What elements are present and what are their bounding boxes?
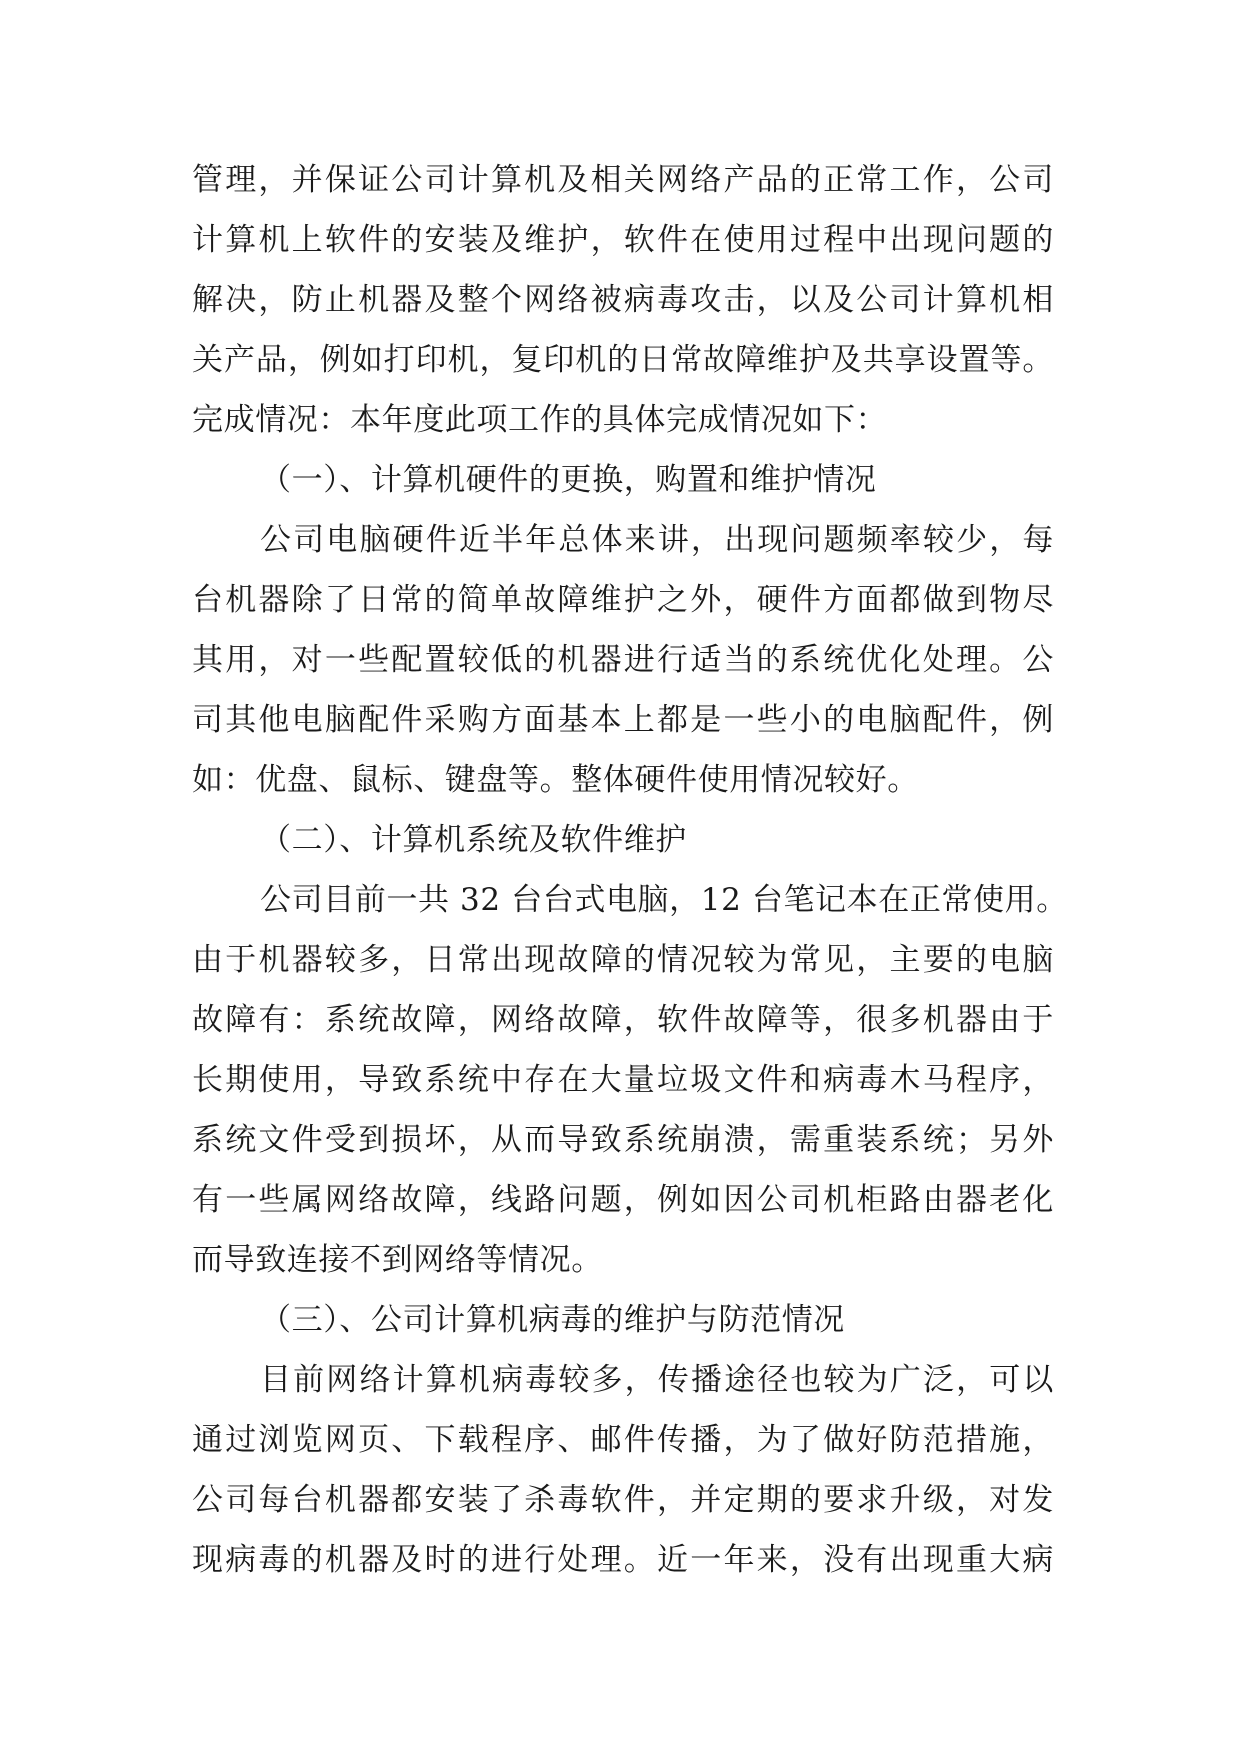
text-line: 完成情况：本年度此项工作的具体完成情况如下： <box>192 402 888 438</box>
text-line: 公司目前一共 32 台台式电脑，12 台笔记本在正常使用。 <box>260 882 1068 918</box>
text-line: 长期使用，导致系统中存在大量垃圾文件和病毒木马程序， <box>192 1062 1054 1098</box>
document-body <box>192 150 1068 1590</box>
text-line: 如：优盘、鼠标、键盘等。整体硬件使用情况较好。 <box>192 762 919 798</box>
text-line: 系统文件受到损坏，从而导致系统崩溃，需重装系统；另外 <box>192 1122 1054 1158</box>
text-line: 公司每台机器都安装了杀毒软件，并定期的要求升级，对发 <box>192 1482 1054 1518</box>
text-line: 通过浏览网页、下载程序、邮件传播，为了做好防范措施， <box>192 1422 1054 1458</box>
text-line: 计算机上软件的安装及维护，软件在使用过程中出现问题的 <box>192 222 1054 258</box>
text-line: 司其他电脑配件采购方面基本上都是一些小的电脑配件，例 <box>192 702 1054 738</box>
text-line: 解决，防止机器及整个网络被病毒攻击，以及公司计算机相 <box>192 282 1054 318</box>
section-heading: （三）、公司计算机病毒的维护与防范情况 <box>260 1302 845 1338</box>
text-line: 现病毒的机器及时的进行处理。近一年来，没有出现重大病 <box>192 1542 1054 1578</box>
text-line: 故障有：系统故障，网络故障，软件故障等，很多机器由于 <box>192 1002 1054 1038</box>
section-heading: （一）、计算机硬件的更换，购置和维护情况 <box>260 462 877 498</box>
text-line: 有一些属网络故障，线路问题，例如因公司机柜路由器老化 <box>192 1182 1054 1218</box>
text-line: 关产品，例如打印机，复印机的日常故障维护及共享设置等。 <box>192 342 1054 378</box>
text-line: 其用，对一些配置较低的机器进行适当的系统优化处理。公 <box>192 642 1054 678</box>
text-line: 公司电脑硬件近半年总体来讲，出现问题频率较少，每 <box>260 522 1054 558</box>
text-line: 由于机器较多，日常出现故障的情况较为常见，主要的电脑 <box>192 942 1054 978</box>
section-heading: （二）、计算机系统及软件维护 <box>260 822 687 858</box>
text-line: 而导致连接不到网络等情况。 <box>192 1242 603 1278</box>
text-line: 目前网络计算机病毒较多，传播途径也较为广泛，可以 <box>260 1362 1054 1398</box>
text-line: 台机器除了日常的简单故障维护之外，硬件方面都做到物尽 <box>192 582 1054 618</box>
text-line: 管理，并保证公司计算机及相关网络产品的正常工作，公司 <box>192 162 1054 198</box>
